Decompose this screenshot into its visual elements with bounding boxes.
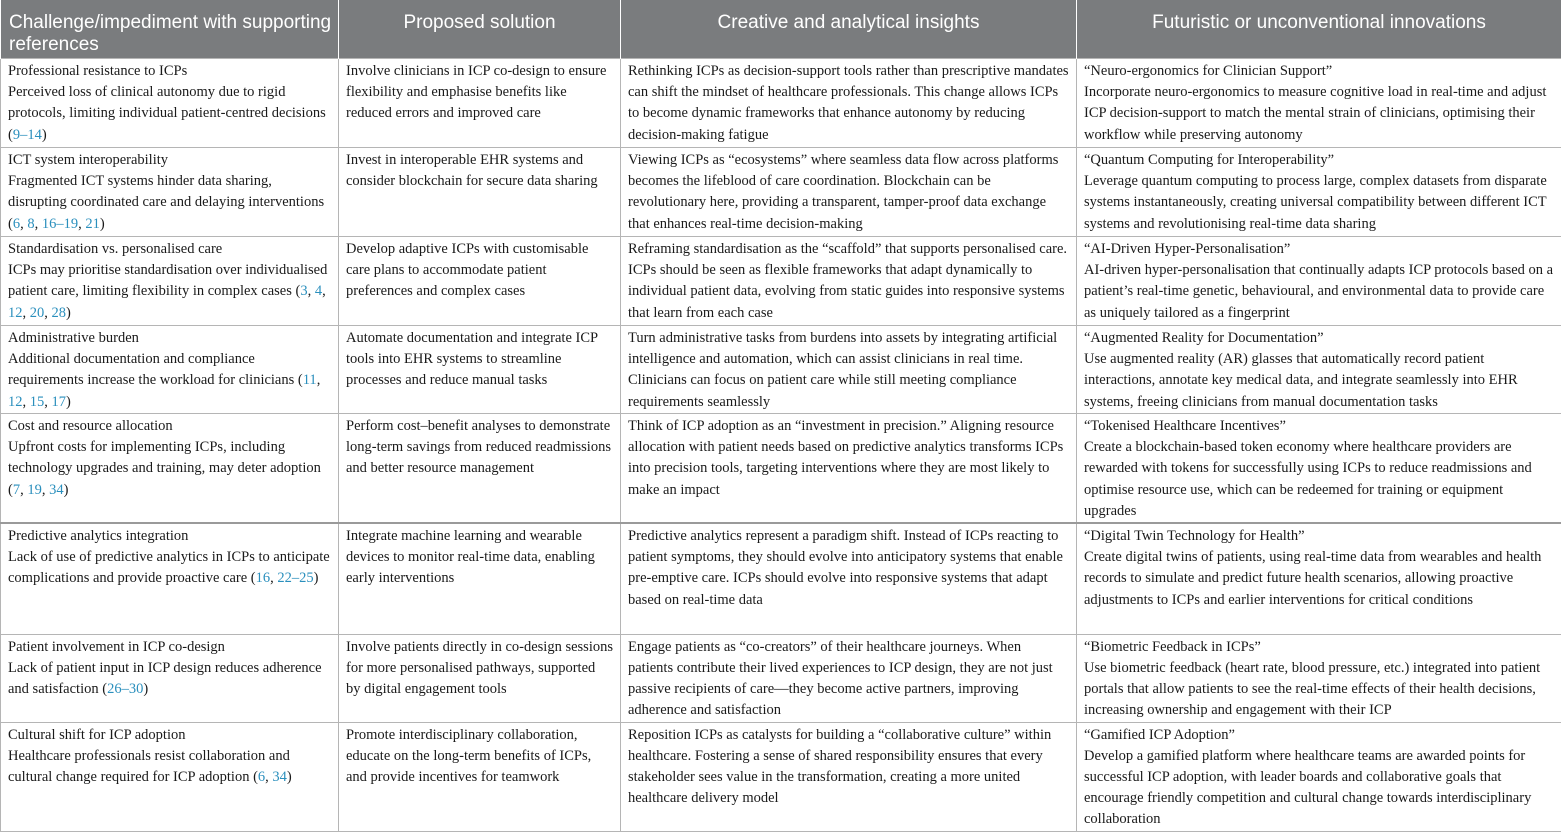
- insight-cell: Turn administrative tasks from burdens into assets by integrating artificial intelligence and automation, which can assist clinicians in real time. Clinicians can focus on patient care while still meeting compliance requirements seamlessly: [621, 326, 1077, 414]
- reference-link[interactable]: 34: [49, 481, 64, 498]
- innovation-title: “Neuro-ergonomics for Clinician Support”: [1084, 63, 1333, 79]
- challenge-cell: [1, 523, 339, 634]
- innovation-cell: [1077, 414, 1561, 524]
- reference-separator: ,: [22, 393, 30, 410]
- insight-cell: Predictive analytics represent a paradigm shift. Instead of ICPs reacting to patient symptoms, they should evolve into anticipatory systems that enable pre-emptive care. ICPs should evolve into responsive systems that adapt based on real-time data: [621, 523, 1077, 634]
- challenge-cell: [1, 237, 339, 326]
- insight-cell: Reposition ICPs as catalysts for building a “collaborative culture” within healthcare. Fostering a sense of shared responsibility ensures that every stakeholder sees value in the transformation, creating a more united healthcare delivery model: [621, 722, 1077, 831]
- table-row: [1, 148, 1561, 237]
- challenge-text: Lack of patient input in ICP design reduces adherence and satisfaction (: [8, 659, 322, 697]
- reference-separator: ,: [44, 393, 52, 410]
- reference-link[interactable]: 22–25: [277, 570, 314, 587]
- reference-separator: ,: [270, 570, 278, 587]
- table-row: [1, 414, 1561, 524]
- reference-close: ): [63, 481, 69, 498]
- challenge-text: Upfront costs for implementing ICPs, including technology upgrades and training, may deter adoption (: [8, 439, 321, 498]
- innovation-title: “Tokenised Healthcare Incentives”: [1084, 418, 1286, 434]
- reference-separator: ,: [316, 372, 321, 389]
- reference-link[interactable]: 6: [12, 215, 21, 232]
- challenge-title: ICT system interoperability: [8, 152, 169, 168]
- reference-link[interactable]: 8: [27, 215, 35, 232]
- challenge-description: [8, 171, 331, 235]
- innovation-cell: [1077, 237, 1561, 326]
- header-row: [1, 0, 1561, 59]
- reference-link[interactable]: 3: [300, 283, 308, 300]
- insight-cell: Reframing standardisation as the “scaffold” that supports personalised care. ICPs should be seen as flexible frameworks that adapt dynamically to individual patient data, evolving from static guides into responsive systems that learn from each case: [621, 237, 1077, 326]
- challenge-description: [8, 658, 331, 700]
- reference-separator: ,: [44, 304, 52, 321]
- solution-cell: Develop adaptive ICPs with customisable care plans to accommodate patient preferences and complex cases: [339, 237, 621, 326]
- challenge-title: Cultural shift for ICP adoption: [8, 726, 186, 743]
- innovation-title: “Biometric Feedback in ICPs”: [1084, 638, 1261, 655]
- challenge-title: Predictive analytics integration: [8, 528, 189, 545]
- table-row: [1, 59, 1561, 148]
- reference-separator: ,: [22, 304, 30, 321]
- challenge-title: Patient involvement in ICP co-design: [8, 638, 225, 655]
- reference-link[interactable]: 4: [314, 283, 323, 300]
- reference-close: ): [66, 393, 71, 410]
- insight-cell: Viewing ICPs as “ecosystems” where seamless data flow across platforms becomes the lifeblood of care coordination. Blockchain can be revolutionary here, providing a transparent, tamper-proof data exchange that enhances real-time decision-making: [621, 148, 1077, 237]
- reference-separator: ,: [20, 481, 28, 498]
- reference-separator: ,: [20, 215, 28, 232]
- challenge-text: Perceived loss of clinical autonomy due to rigid protocols, limiting individual patient-centred decisions (: [8, 84, 326, 143]
- reference-close: ): [286, 768, 292, 785]
- reference-link[interactable]: 6: [257, 768, 266, 785]
- reference-separator: ,: [265, 768, 273, 785]
- reference-link[interactable]: 15: [29, 393, 45, 410]
- innovation-cell: [1077, 148, 1561, 237]
- challenge-title: Professional resistance to ICPs: [8, 63, 188, 79]
- challenge-cell: [1, 148, 339, 237]
- challenge-text: Fragmented ICT systems hinder data sharing, disrupting coordinated care and delaying interventions (: [8, 173, 325, 232]
- innovation-description: Use biometric feedback (heart rate, blood pressure, etc.) integrated into patient portals that allow patients to see the real-time effects of their health decisions, increasing ownership and engagement with their ICP: [1084, 659, 1541, 719]
- reference-separator: ,: [322, 283, 326, 300]
- innovation-cell: [1077, 326, 1561, 414]
- innovation-cell: [1077, 634, 1561, 722]
- challenge-description: [8, 437, 331, 501]
- reference-close: ): [143, 680, 149, 697]
- reference-link[interactable]: 11: [302, 372, 317, 389]
- reference-link[interactable]: 19: [27, 481, 42, 498]
- reference-separator: ,: [41, 481, 50, 498]
- challenge-title: Cost and resource allocation: [8, 418, 173, 434]
- innovation-cell: [1077, 722, 1561, 831]
- challenge-description: [8, 260, 331, 324]
- challenge-description: [8, 82, 331, 146]
- innovation-description: Create digital twins of patients, using real-time data from wearables and health records to simulate and predict future health scenarios, allowing proactive adjustments to ICPs and earlier interventions for critical conditions: [1084, 549, 1542, 608]
- challenge-text: Lack of use of predictive analytics in ICPs to anticipate complications and provide proactive care (: [8, 549, 330, 587]
- solution-cell: Involve clinicians in ICP co-design to ensure flexibility and emphasise benefits like reduced errors and improved care: [339, 59, 621, 148]
- challenge-description: [8, 547, 331, 589]
- reference-link[interactable]: 20: [29, 304, 45, 321]
- reference-link[interactable]: 9–14: [12, 126, 42, 143]
- table-row: [1, 523, 1561, 634]
- table-row: [1, 326, 1561, 414]
- reference-separator: ,: [307, 283, 315, 300]
- innovation-title: “Quantum Computing for Interoperability”: [1084, 152, 1335, 168]
- reference-close: ): [66, 304, 71, 321]
- header-solution: Proposed solution: [339, 0, 621, 59]
- header-insights: Creative and analytical insights: [621, 0, 1077, 59]
- solution-cell: Invest in interoperable EHR systems and consider blockchain for secure data sharing: [339, 148, 621, 237]
- table-row: [1, 237, 1561, 326]
- innovation-description: Use augmented reality (AR) glasses that automatically record patient interactions, annotate key medical data, and integrate seamlessly into EHR systems, freeing clinicians from manual documentation tasks: [1084, 351, 1518, 410]
- innovation-title: “Augmented Reality for Documentation”: [1084, 330, 1324, 346]
- innovation-description: Incorporate neuro-ergonomics to measure cognitive load in real-time and adjust ICP decision-support to match the mental strain of clinicians, optimising their workflow while preserving autonomy: [1084, 84, 1547, 143]
- solution-cell: Automate documentation and integrate ICP tools into EHR systems to streamline processes and reduce manual tasks: [339, 326, 621, 414]
- challenge-title: Standardisation vs. personalised care: [8, 241, 223, 257]
- table-body: [1, 59, 1561, 832]
- reference-close: ): [41, 126, 47, 143]
- reference-link[interactable]: 26–30: [107, 680, 144, 697]
- challenge-cell: [1, 59, 339, 148]
- innovation-title: “Gamified ICP Adoption”: [1084, 726, 1235, 743]
- reference-link[interactable]: 34: [272, 768, 287, 785]
- reference-link[interactable]: 7: [12, 481, 21, 498]
- challenge-cell: [1, 722, 339, 831]
- innovation-cell: [1077, 523, 1561, 634]
- reference-link[interactable]: 16: [255, 570, 271, 587]
- challenge-title: Administrative burden: [8, 330, 139, 346]
- solution-cell: Perform cost–benefit analyses to demonstrate long-term savings from reduced readmissions and better resource management: [339, 414, 621, 524]
- reference-link[interactable]: 21: [85, 215, 100, 232]
- challenge-cell: [1, 634, 339, 722]
- table-row: [1, 722, 1561, 831]
- innovation-title: “Digital Twin Technology for Health”: [1084, 528, 1305, 545]
- solution-cell: Involve patients directly in co-design sessions for more personalised pathways, supported by digital engagement tools: [339, 634, 621, 722]
- challenge-cell: [1, 414, 339, 524]
- innovation-title: “AI-Driven Hyper-Personalisation”: [1084, 241, 1291, 257]
- insight-cell: Engage patients as “co-creators” of their healthcare journeys. When patients contribute their lived experiences to ICP design, they are not just passive recipients of care—they become active partners, improving adherence and satisfaction: [621, 634, 1077, 722]
- header-challenge: Challenge/impediment with supporting references: [1, 0, 339, 59]
- innovation-description: Leverage quantum computing to process large, complex datasets from disparate systems instantaneously, creating universal compatibility between different ICT systems and revolutionising real-time data sharing: [1084, 173, 1547, 232]
- innovation-description: AI-driven hyper-personalisation that continually adapts ICP protocols based on a patient’s real-time genetic, behavioural, and environmental data to provide care as uniquely tailored as a fingerprint: [1084, 262, 1554, 321]
- reference-link[interactable]: 16–19: [41, 215, 79, 232]
- insight-cell: Rethinking ICPs as decision-support tools rather than prescriptive mandates can shift the mindset of healthcare professionals. This change allows ICPs to become dynamic frameworks that enhance autonomy by reducing decision-making fatigue: [621, 59, 1077, 148]
- reference-close: ): [99, 215, 105, 232]
- header-innovations: Futuristic or unconventional innovations: [1077, 0, 1561, 59]
- table-row: [1, 634, 1561, 722]
- challenge-text: Healthcare professionals resist collaboration and cultural change required for ICP adoption (: [8, 747, 290, 785]
- reference-separator: ,: [34, 215, 42, 232]
- innovation-description: Develop a gamified platform where healthcare teams are awarded points for successful ICP adoption, with leader boards and collaborative goals that encourage friendly competition and cultural change towards interdisciplinary collaboration: [1084, 747, 1532, 828]
- reference-link[interactable]: 17: [51, 393, 66, 410]
- solution-cell: Integrate machine learning and wearable devices to monitor real-time data, enabling early interventions: [339, 523, 621, 634]
- solution-cell: Promote interdisciplinary collaboration, educate on the long-term benefits of ICPs, and provide incentives for teamwork: [339, 722, 621, 831]
- insight-cell: Think of ICP adoption as an “investment in precision.” Aligning resource allocation with patient needs based on predictive analytics transforms ICPs into precision tools, targeting interventions where they are most likely to make an impact: [621, 414, 1077, 524]
- reference-link[interactable]: 12: [8, 304, 23, 321]
- innovation-cell: [1077, 59, 1561, 148]
- reference-separator: ,: [78, 215, 86, 232]
- reference-close: ): [313, 570, 319, 587]
- innovation-description: Create a blockchain-based token economy where healthcare providers are rewarded with tokens for successfully using ICPs to reduce readmissions and optimise resource use, which can be redeemed for training or equipment upgrades: [1084, 439, 1532, 519]
- reference-link[interactable]: 28: [51, 304, 66, 321]
- reference-link[interactable]: 12: [8, 393, 23, 410]
- challenge-description: [8, 349, 331, 413]
- challenge-text: Additional documentation and compliance requirements increase the workload for clinicians (: [8, 351, 303, 389]
- challenge-description: [8, 746, 331, 788]
- challenge-cell: [1, 326, 339, 414]
- challenge-text: ICPs may prioritise standardisation over individualised patient care, limiting flexibility in complex cases (: [8, 262, 328, 300]
